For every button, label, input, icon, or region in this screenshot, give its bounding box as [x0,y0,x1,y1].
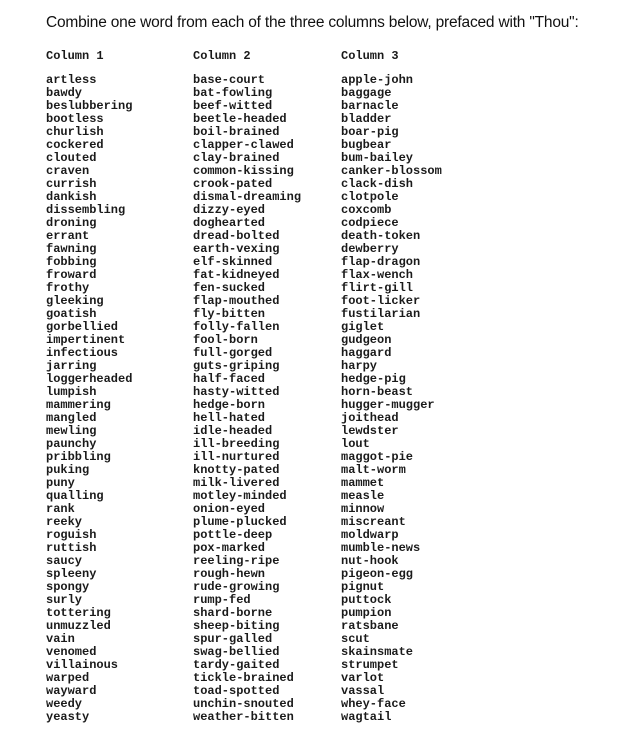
word-item: currish [46,177,97,191]
word-item: rude-growing [193,580,280,594]
word-item: mangled [46,411,97,425]
word-item: fly-bitten [193,307,266,321]
word-item: barnacle [341,99,399,113]
word-item: flirt-gill [341,281,414,295]
word-item: gudgeon [341,333,392,347]
word-item: spleeny [46,567,97,581]
word-item: mammering [46,398,111,412]
word-item: clotpole [341,190,399,204]
word-item: horn-beast [341,385,414,399]
word-item: fobbing [46,255,97,269]
word-item: coxcomb [341,203,392,217]
word-item: nut-hook [341,554,399,568]
word-item: doghearted [193,216,266,230]
word-item: whey-face [341,697,406,711]
word-item: froward [46,268,97,282]
word-item: fustilarian [341,307,421,321]
word-item: beslubbering [46,99,133,113]
word-item: surly [46,593,83,607]
word-item: wayward [46,684,97,698]
word-item: goatish [46,307,97,321]
word-item: bootless [46,112,104,126]
word-item: hell-hated [193,411,266,425]
word-item: bawdy [46,86,83,100]
column-3-word-list [341,74,442,724]
word-item: baggage [341,86,392,100]
column-1-header: Column 1 [46,49,104,63]
word-item: ratsbane [341,619,399,633]
word-item: lout [341,437,370,451]
word-item: unchin-snouted [193,697,294,711]
word-item: dread-bolted [193,229,280,243]
word-item: droning [46,216,97,230]
word-item: dizzy-eyed [193,203,266,217]
word-item: crook-pated [193,177,273,191]
word-item: reeky [46,515,83,529]
word-item: paunchy [46,437,97,451]
word-item: mammet [341,476,385,490]
word-item: giglet [341,320,385,334]
word-item: canker-blossom [341,164,442,178]
column-1 [46,48,132,724]
word-item: lewdster [341,424,399,438]
word-item: fen-sucked [193,281,266,295]
word-item: puny [46,476,75,490]
word-item: fat-kidneyed [193,268,280,282]
word-item: fool-born [193,333,258,347]
instruction-text: Combine one word from each of the three columns below, prefaced with "Thou": [46,14,579,31]
word-item: miscreant [341,515,406,529]
word-item: spur-galled [193,632,273,646]
word-item: venomed [46,645,97,659]
word-item: clack-dish [341,177,414,191]
word-item: skainsmate [341,645,414,659]
word-item: base-court [193,73,266,87]
word-item: clouted [46,151,97,165]
word-item: guts-griping [193,359,280,373]
column-3-header: Column 3 [341,49,399,63]
word-item: scut [341,632,370,646]
word-item: tardy-gaited [193,658,280,672]
column-1-word-list [46,74,132,724]
word-item: warped [46,671,90,685]
word-item: flax-wench [341,268,414,282]
word-item: gleeking [46,294,104,308]
word-item: hedge-pig [341,372,406,386]
word-item: joithead [341,411,399,425]
word-item: clapper-clawed [193,138,294,152]
word-item: hugger-mugger [341,398,435,412]
word-item: cockered [46,138,104,152]
word-item: elf-skinned [193,255,273,269]
word-item: earth-vexing [193,242,280,256]
word-item: pignut [341,580,385,594]
word-item: bum-bailey [341,151,414,165]
word-item: fawning [46,242,97,256]
word-item: measle [341,489,385,503]
word-item: craven [46,164,90,178]
word-item: vain [46,632,75,646]
word-item: lumpish [46,385,97,399]
word-item: moldwarp [341,528,399,542]
word-item: sheep-biting [193,619,280,633]
word-item: puttock [341,593,392,607]
word-item: tottering [46,606,111,620]
word-item: maggot-pie [341,450,414,464]
word-item: codpiece [341,216,399,230]
word-item: reeling-ripe [193,554,280,568]
word-item: dissembling [46,203,126,217]
word-item: unmuzzled [46,619,111,633]
word-item: rump-fed [193,593,251,607]
word-item: ill-nurtured [193,450,280,464]
word-item: hasty-witted [193,385,280,399]
word-item: folly-fallen [193,320,280,334]
word-item: flap-mouthed [193,294,280,308]
word-item: ruttish [46,541,97,555]
word-item: dismal-dreaming [193,190,302,204]
word-item: yeasty [46,710,90,724]
word-item: wagtail [341,710,392,724]
word-item: tickle-brained [193,671,294,685]
word-item: toad-spotted [193,684,280,698]
word-item: beetle-headed [193,112,287,126]
word-item: vassal [341,684,385,698]
word-item: ill-breeding [193,437,280,451]
word-item: dankish [46,190,97,204]
word-item: jarring [46,359,97,373]
word-item: gorbellied [46,320,119,334]
word-item: bugbear [341,138,392,152]
word-item: spongy [46,580,90,594]
word-item: knotty-pated [193,463,280,477]
word-item: idle-headed [193,424,273,438]
word-item: haggard [341,346,392,360]
word-item: harpy [341,359,378,373]
word-item: boil-brained [193,125,280,139]
word-item: strumpet [341,658,399,672]
word-item: errant [46,229,90,243]
word-item: hedge-born [193,398,266,412]
word-item: common-kissing [193,164,294,178]
word-item: frothy [46,281,90,295]
word-item: beef-witted [193,99,273,113]
word-item: flap-dragon [341,255,421,269]
word-item: plume-plucked [193,515,287,529]
word-item: dewberry [341,242,399,256]
word-item: pottle-deep [193,528,273,542]
word-item: apple-john [341,73,414,87]
word-item: qualling [46,489,104,503]
word-item: pumpion [341,606,392,620]
word-item: death-token [341,229,421,243]
word-item: pribbling [46,450,111,464]
word-item: weather-bitten [193,710,294,724]
word-item: mumble-news [341,541,421,555]
word-item: varlot [341,671,385,685]
word-item: puking [46,463,90,477]
word-item: pigeon-egg [341,567,414,581]
word-item: artless [46,73,97,87]
word-item: boar-pig [341,125,399,139]
word-item: rough-hewn [193,567,266,581]
word-item: onion-eyed [193,502,266,516]
word-item: malt-worm [341,463,406,477]
word-item: shard-borne [193,606,273,620]
word-item: motley-minded [193,489,287,503]
word-item: loggerheaded [46,372,133,386]
column-2 [193,48,301,724]
word-item: bladder [341,112,392,126]
word-item: milk-livered [193,476,280,490]
word-item: impertinent [46,333,126,347]
word-item: foot-licker [341,294,421,308]
word-item: villainous [46,658,119,672]
word-item: rank [46,502,75,516]
word-item: half-faced [193,372,266,386]
word-item: bat-fowling [193,86,273,100]
column-2-word-list [193,74,301,724]
word-item: minnow [341,502,385,516]
word-item: mewling [46,424,97,438]
column-2-header: Column 2 [193,49,251,63]
word-item: clay-brained [193,151,280,165]
word-item: roguish [46,528,97,542]
word-item: pox-marked [193,541,266,555]
word-item: weedy [46,697,83,711]
word-item: swag-bellied [193,645,280,659]
word-item: saucy [46,554,83,568]
column-3 [341,48,442,724]
word-item: infectious [46,346,119,360]
word-item: full-gorged [193,346,273,360]
word-item: churlish [46,125,104,139]
